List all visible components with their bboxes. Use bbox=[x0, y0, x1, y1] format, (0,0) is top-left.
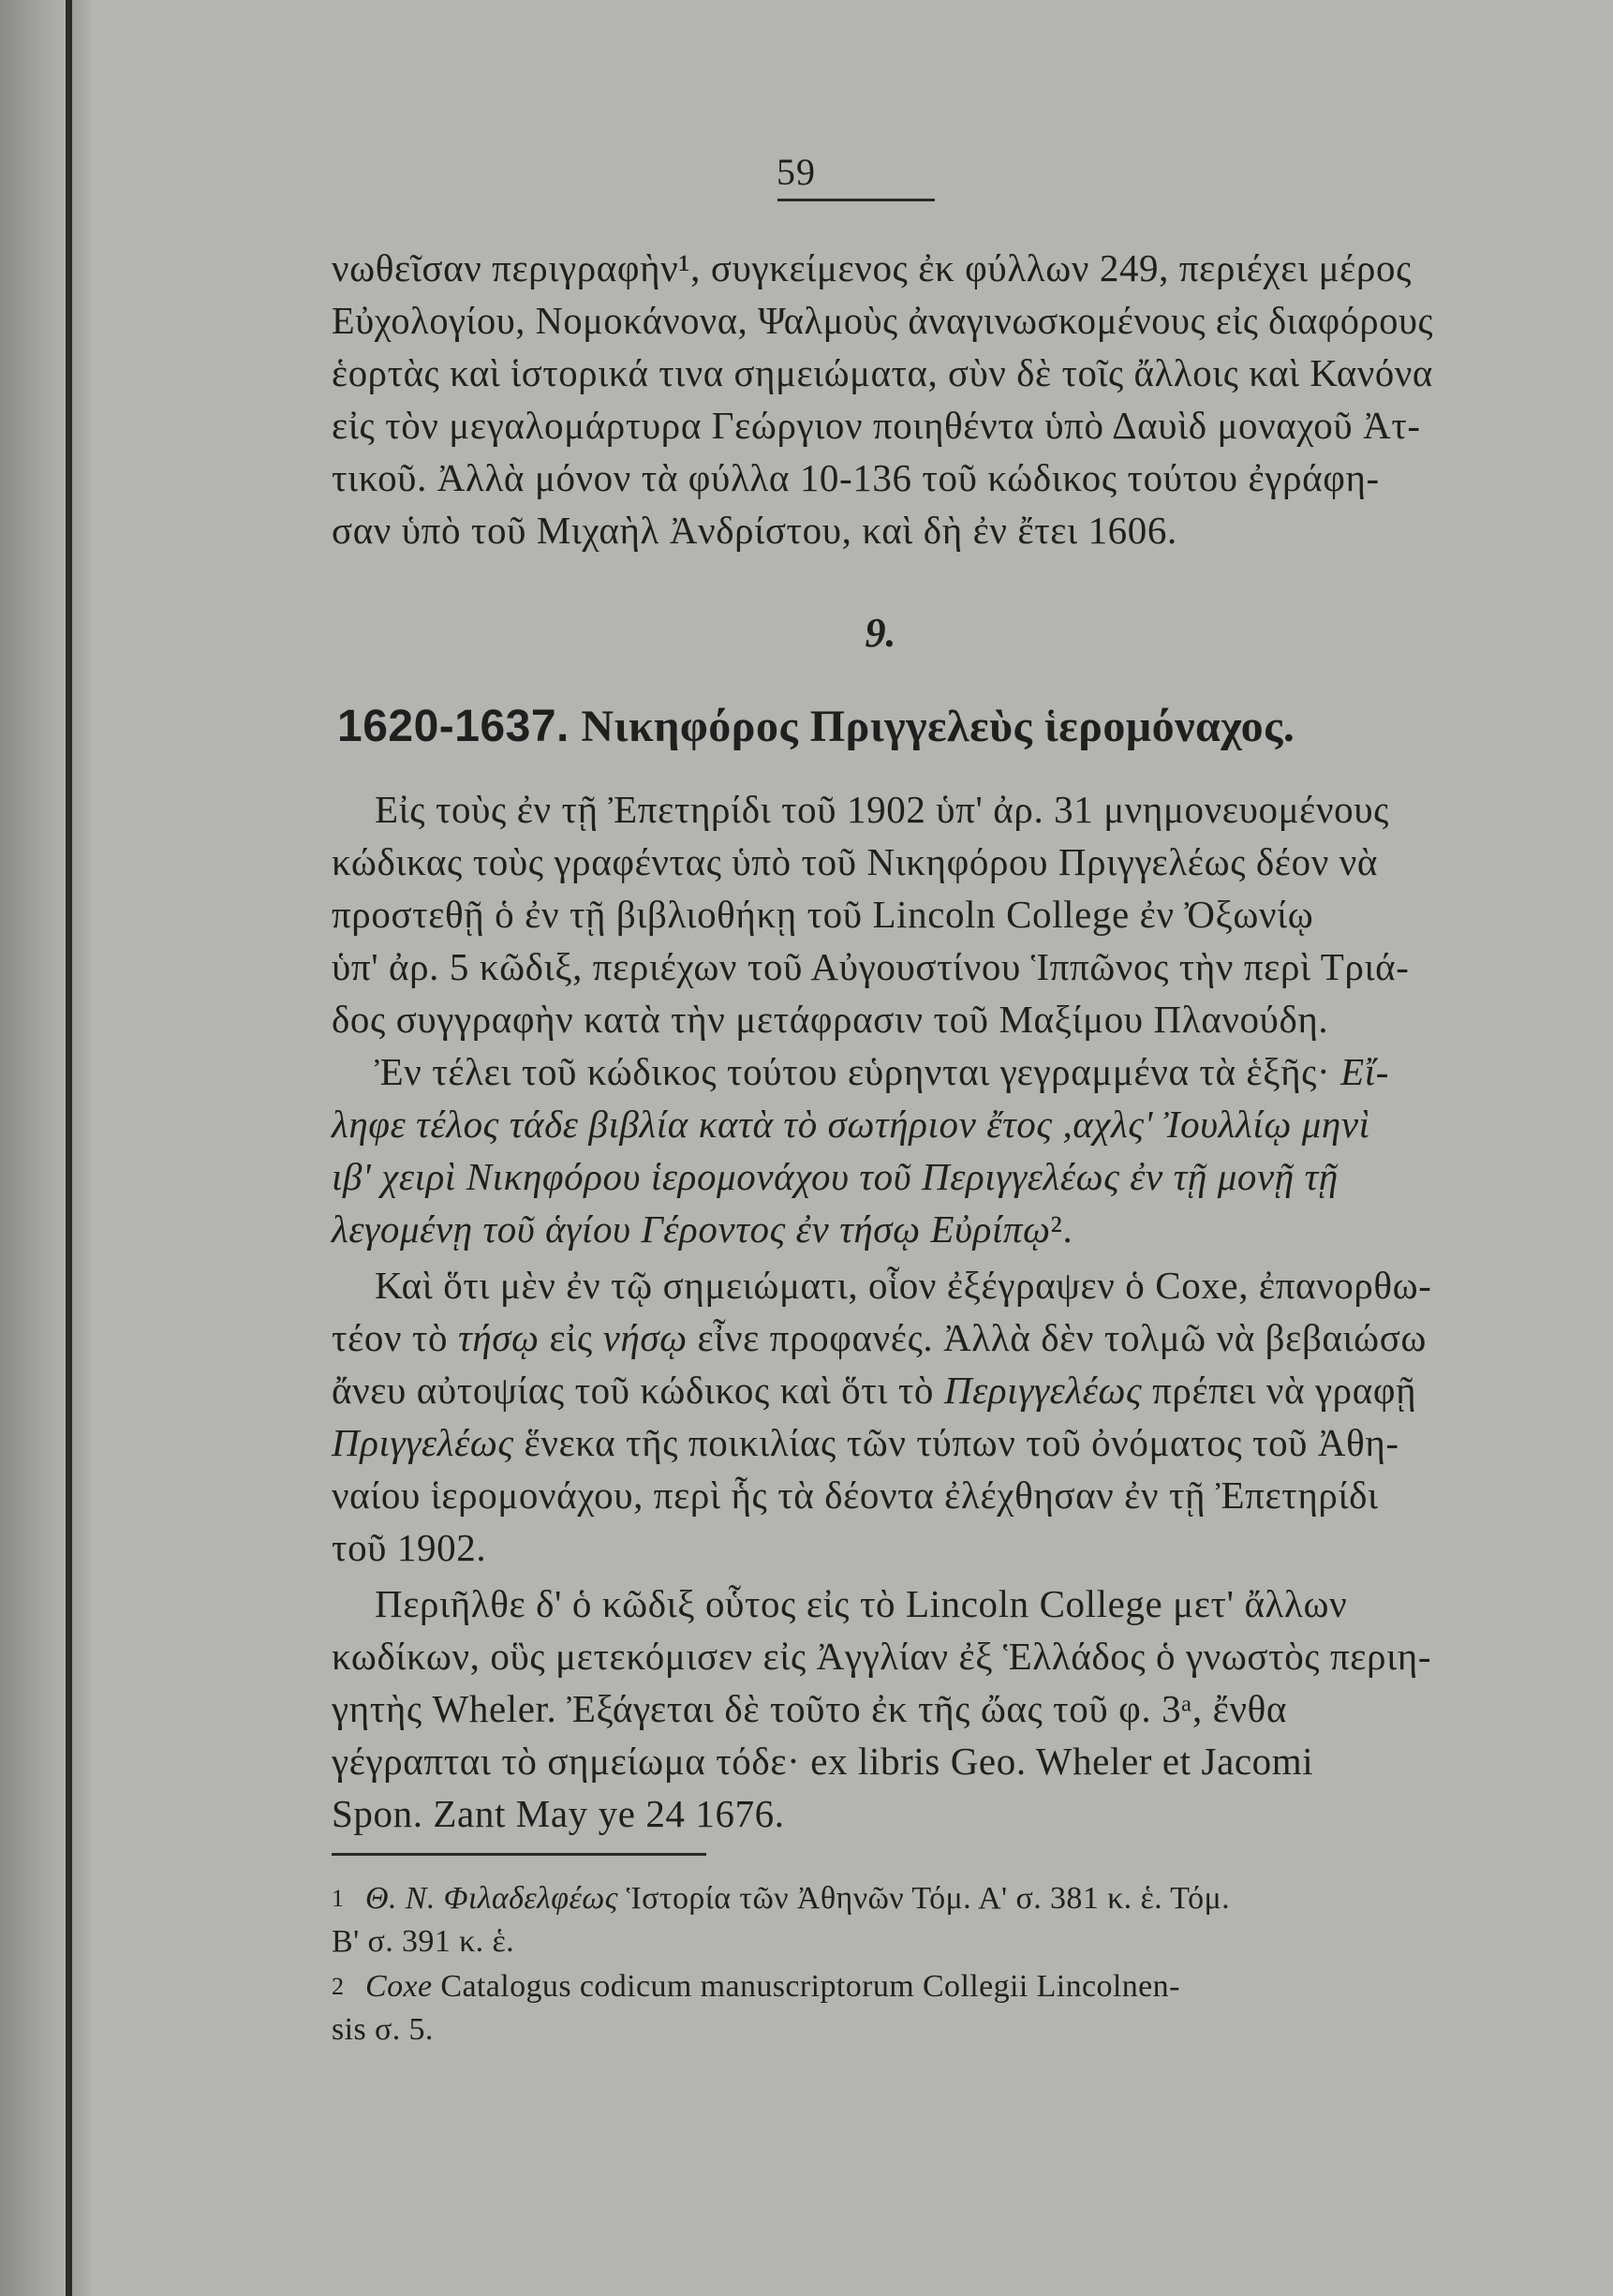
text-line: Εὐχολογίου, Νομοκάνονα, Ψαλμοὺς ἀναγινωσκομένους εἰς διαφόρους bbox=[332, 299, 1434, 342]
text-line: Εἰς τοὺς ἐν τῇ Ἐπετηρίδι τοῦ 1902 ὑπ' ἀρ. 31 μνημονευομένους bbox=[375, 788, 1389, 831]
footnote-rule bbox=[332, 1853, 706, 1856]
text-line: ναίου ἱερομονάχου, περὶ ἧς τὰ δέοντα ἐλέχθησαν ἐν τῇ Ἐπετηρίδι bbox=[332, 1474, 1379, 1517]
text-line: σαν ὑπὸ τοῦ Μιχαὴλ Ἀνδρίστου, καὶ δὴ ἐν ἔτει 1606. bbox=[332, 509, 1177, 552]
footnote-mark: ². bbox=[1050, 1207, 1073, 1251]
text-line bbox=[332, 1368, 1416, 1413]
italic-span: τήσῳ bbox=[458, 1316, 540, 1359]
text-line: νωθεῖσαν περιγραφὴν¹, συγκείμενος ἐκ φύλλων 249, περιέχει μέρος bbox=[332, 246, 1412, 289]
footnote-number: 2 bbox=[332, 1973, 345, 2000]
italic-span: Πριγγελέως bbox=[332, 1421, 514, 1464]
text-line: δος συγγραφὴν κατὰ τὴν μετάφρασιν τοῦ Μαξίμου Πλανούδη. bbox=[332, 998, 1329, 1041]
text-line: τοῦ 1902. bbox=[332, 1526, 487, 1569]
text-span: Catalogus codicum manuscriptorum Collegii Lincolnen- bbox=[432, 1969, 1180, 2004]
italic-span: Θ. Ν. Φιλαδελφέως bbox=[365, 1881, 618, 1916]
italic-span: Εἴ- bbox=[1340, 1050, 1389, 1093]
text-line: τικοῦ. Ἀλλὰ μόνον τὰ φύλλα 10-136 τοῦ κώδικος τούτου ἐγράφη- bbox=[332, 456, 1380, 499]
text-line: ιβ' χειρὶ Νικηφόρου ἱερομονάχου τοῦ Περιγγελέως ἐν τῇ μονῇ τῇ bbox=[332, 1155, 1339, 1198]
text-span: ἄνευ αὐτοψίας τοῦ κώδικος καὶ ὅτι τὸ bbox=[332, 1369, 944, 1412]
italic-span: νήσῳ bbox=[602, 1316, 688, 1359]
book-page bbox=[309, 0, 1452, 2296]
footnote-2-continuation: sis σ. 5. bbox=[332, 2012, 434, 2047]
text-line bbox=[332, 1207, 1073, 1252]
footnote-1 bbox=[332, 1879, 1230, 1918]
section-heading-text: Νικηφόρος Πριγγελεὺς ἱερομόναχος. bbox=[581, 702, 1295, 751]
book-gutter bbox=[66, 0, 72, 2296]
text-line: ἑορτὰς καὶ ἱστορικά τινα σημειώματα, σὺν δὲ τοῖς ἄλλοις καὶ Κανόνα bbox=[332, 351, 1433, 394]
text-span: ἕνεκα τῆς ποικιλίας τῶν τύπων τοῦ ὀνόματος τοῦ Ἀθη- bbox=[513, 1421, 1399, 1464]
italic-span: λεγομένῃ τοῦ ἁγίου Γέροντος ἐν τήσῳ Εὐρίπῳ bbox=[332, 1207, 1051, 1251]
section-title bbox=[337, 701, 1295, 752]
text-line: Περιῆλθε δ' ὁ κῶδιξ οὗτος εἰς τὸ Lincoln College μετ' ἄλλων bbox=[375, 1582, 1348, 1625]
text-line: εἰς τὸν μεγαλομάρτυρα Γεώργιον ποιηθέντα ὑπὸ Δαυὶδ μοναχοῦ Ἀτ- bbox=[332, 404, 1421, 447]
text-line: ληφε τέλος τάδε βιβλία κατὰ τὸ σωτήριον ἔτος ,αχλς' Ἰουλλίῳ μηνὶ bbox=[332, 1103, 1370, 1146]
section-number: 9. bbox=[865, 610, 896, 656]
footnote-1-continuation: Β' σ. 391 κ. ἑ. bbox=[332, 1924, 515, 1959]
text-span: εἰς bbox=[539, 1316, 603, 1359]
text-line: γητὴς Wheler. Ἐξάγεται δὲ τοῦτο ἐκ τῆς ὤας τοῦ φ. 3ᵃ, ἔνθα bbox=[332, 1687, 1287, 1730]
text-line: ὑπ' ἀρ. 5 κῶδιξ, περιέχων τοῦ Αὐγουστίνου Ἱππῶνος τὴν περὶ Τριά- bbox=[332, 945, 1410, 988]
italic-span: Περιγγελέως bbox=[943, 1369, 1143, 1412]
italic-span: Coxe bbox=[365, 1969, 433, 2004]
text-span: πρέπει νὰ γραφῇ bbox=[1142, 1369, 1417, 1412]
text-span: Ἐν τέλει τοῦ κώδικος τούτου εὑρηνται γεγραμμένα τὰ ἑξῆς· bbox=[375, 1050, 1331, 1093]
text-line: γέγραπται τὸ σημείωμα τόδε· ex libris Geo. Wheler et Jacomi bbox=[332, 1740, 1314, 1783]
text-span: Ἱστορία τῶν Ἀθηνῶν Τόμ. Α' σ. 381 κ. ἑ. Τόμ. bbox=[617, 1881, 1231, 1916]
text-span: τέον τὸ bbox=[332, 1316, 459, 1359]
left-page-edge bbox=[0, 0, 64, 2296]
footnote-number: 1 bbox=[332, 1885, 345, 1912]
gutter-shadow bbox=[72, 0, 93, 2296]
text-line bbox=[375, 1049, 1389, 1094]
text-line: κώδικας τοὺς γραφέντας ὑπὸ τοῦ Νικηφόρου Πριγγελέως δέον νὰ bbox=[332, 840, 1378, 883]
text-line bbox=[332, 1420, 1399, 1465]
text-line: κωδίκων, οὓς μετεκόμισεν εἰς Ἀγγλίαν ἐξ Ἑλλάδος ὁ γνωστὸς περιη- bbox=[332, 1635, 1432, 1678]
page-number: 59 bbox=[777, 151, 816, 193]
text-line: Καὶ ὅτι μὲν ἐν τῷ σημειώματι, οἷον ἐξέγραψεν ὁ Coxe, ἐπανορθω- bbox=[375, 1264, 1432, 1307]
text-line: Spon. Zant May ye 24 1676. bbox=[332, 1792, 785, 1835]
text-line bbox=[332, 1315, 1427, 1360]
section-years: 1620-1637. bbox=[337, 702, 570, 751]
text-line: προστεθῇ ὁ ἐν τῇ βιβλιοθήκῃ τοῦ Lincoln College ἐν Ὀξωνίῳ bbox=[332, 893, 1314, 936]
footnote-2 bbox=[332, 1967, 1180, 2007]
text-span: εἶνε προφανές. Ἀλλὰ δὲν τολμῶ νὰ βεβαιώσω bbox=[687, 1316, 1427, 1359]
page-number-rule bbox=[777, 199, 935, 201]
